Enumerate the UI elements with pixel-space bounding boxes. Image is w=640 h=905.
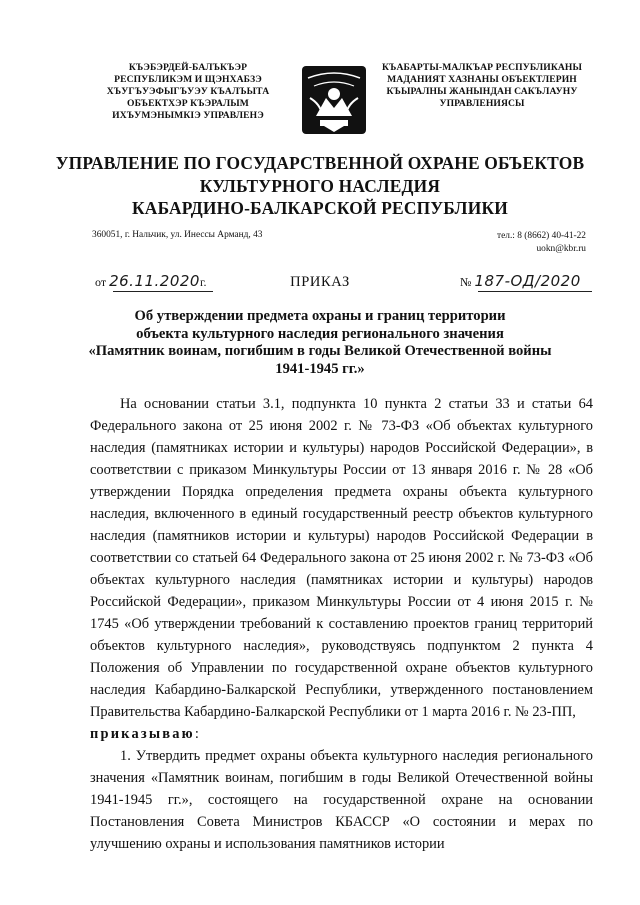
order-number (460, 272, 581, 290)
order-title: ПРИКАЗ (290, 274, 350, 290)
header-kabardian-line: РЕСПУБЛИКЭМ И ЩЭНХАБЗЭ (114, 74, 262, 85)
coat-of-arms-icon (300, 64, 368, 136)
number-underline (478, 291, 592, 292)
order-body (90, 393, 593, 855)
header-kabardian-line: КЪЭБЭРДЕЙ-БАЛЪКЪЭР (128, 62, 248, 73)
header-balkar-line: УПРАВЛЕНИЯСЫ (439, 98, 525, 109)
order-subject-line: объекта культурного наследия регионального значения (136, 325, 504, 342)
organization-phone: тел.: 8 (8662) 40-41-22 (497, 231, 586, 241)
order-date-handwritten: 26.11.2020 (109, 272, 200, 290)
organization-title-line: КУЛЬТУРНОГО НАСЛЕДИЯ (199, 175, 441, 196)
organization-title (0, 152, 640, 220)
header-balkar-line: КЪАБАРТЫ-МАЛКЪАР РЕСПУБЛИКАНЫ (381, 62, 583, 73)
organization-title-line: УПРАВЛЕНИЕ ПО ГОСУДАРСТВЕННОЙ ОХРАНЕ ОБЪЕКТОВ (55, 153, 585, 173)
header-kabardian-line: ХЪУГЪУЭФЫГЪУЭУ КЪАЛЪЫТА (106, 86, 270, 97)
organization-email: uokn@kbr.ru (536, 244, 586, 254)
organization-title-line: КАБАРДИНО-БАЛКАРСКОЙ РЕСПУБЛИКИ (132, 198, 508, 218)
preamble-paragraph: На основании статьи 3.1, подпункта 10 пункта 2 статьи 33 и статьи 64 Федерального закона от 25 июня 2002 г. № 73-ФЗ «Об объектах культурного наследия (памятниках истории и культуры) народов Российской Федерации», в соответствии с приказом Минкультуры России от 13 января 2016 г. № 28 «Об утверждении Порядка определения предмета охраны объекта культурного наследия, включенного в единый государственный реестр объектов культурного наследия (памятников истории и культуры) народов Российской Федерации в соответствии со статьей 64 Федерального закона от 25 июня 2002 г. № 73-ФЗ «Об объектах культурного наследия (памятниках истории и культуры) народов Российской Федерации», приказом Минкультуры России от 4 июня 2015 г. № 1745 «Об утверждении требований к составлению проектов границ территорий объектов культурного наследия», руководствуясь подпунктом 2 пункта 4 Положения об Управлении по государственной охране объектов культурного наследия Кабардино-Балкарской Республики, утвержденного постановлением Правительства Кабардино-Балкарской Республики от 1 марта 2016 г. № 23-ПП, (90, 396, 593, 720)
date-underline (113, 291, 213, 292)
order-subject (0, 308, 640, 378)
decree-word: приказываю (90, 726, 195, 742)
header-kabardian-line: ОБЪЕКТХЭР КЪЭРАЛЫМ (127, 98, 249, 109)
organization-address: 360051, г. Нальчик, ул. Инессы Арманд, 43 (92, 230, 263, 240)
order-number-prefix: № (460, 275, 472, 289)
order-subject-line: 1941-1945 гг.» (275, 360, 365, 377)
order-date-suffix: г. (199, 275, 207, 289)
order-number-handwritten: 187-ОД/2020 (474, 272, 581, 290)
header-balkar-line: МАДАНИЯТ ХАЗНАНЫ ОБЪЕКТЛЕРИН (387, 74, 577, 85)
order-date-prefix: от (95, 275, 107, 289)
decree-colon: : (194, 726, 199, 742)
order-item-1: 1. Утвердить предмет охраны объекта культурного наследия регионального значения «Памятник воинам, погибшим в годы Великой Отечественной войны 1941-1945 гг.», состоящего на государственной охране на основании Постановления Совета Министров КБАССР «О состоянии и мерах по улучшению охраны и использования памятников истории (90, 748, 593, 852)
order-subject-line: «Памятник воинам, погибшим в годы Великой Отечественной войны (88, 343, 552, 359)
header-balkar-line: КЪЫРАЛНЫ ЖАНЫНДАН САКЪЛАУНУ (386, 86, 578, 97)
organization-contacts (497, 230, 586, 256)
header-kabardian (88, 62, 288, 122)
decree-line (90, 723, 593, 745)
header-kabardian-line: ИХЪУМЭНЫМКIЭ УПРАВЛЕНЭ (112, 110, 264, 121)
order-subject-line: Об утверждении предмета охраны и границ территории (134, 308, 506, 324)
header-balkar (376, 62, 588, 110)
